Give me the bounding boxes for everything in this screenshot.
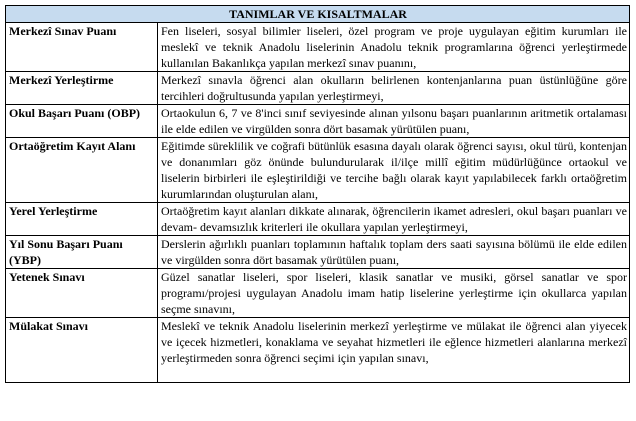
term-cell: Okul Başarı Puanı (OBP)	[6, 105, 158, 138]
definition-cell: Meslekî ve teknik Anadolu liselerinin merkezî yerleştirme ve mülakat ile öğrenci alan yiyecek ve içecek hizmetleri, konaklama ve seyahat hizmetleri ile eğlence hizmetleri alanlarına merkezî yerleştirmeden sonra öğrenci seçimi için yapılan sınavı,	[158, 318, 630, 383]
term-cell: Yetenek Sınavı	[6, 269, 158, 318]
term-cell: Merkezî Sınav Puanı	[6, 23, 158, 72]
table-row	[6, 236, 630, 269]
definition-cell: Ortaöğretim kayıt alanları dikkate alınarak, öğrencilerin ikamet adresleri, okul başarı puanları ve devam- devamsızlık kriterleri ile okullara yapılan yerleştirmeyi,	[158, 203, 630, 236]
term-cell: Merkezî Yerleştirme	[6, 72, 158, 105]
term-cell: Ortaöğretim Kayıt Alanı	[6, 138, 158, 203]
term-cell: Yıl Sonu Başarı Puanı (YBP)	[6, 236, 158, 269]
definition-cell: Merkezî sınavla öğrenci alan okulların belirlenen kontenjanlarına puan üstünlüğüne göre tercihleri doğrultusunda yapılan yerleştirmeyi,	[158, 72, 630, 105]
table-row	[6, 269, 630, 318]
definition-cell: Güzel sanatlar liseleri, spor liseleri, klasik sanatlar ve musiki, görsel sanatlar ve spor programı/projesi uygulayan Anadolu imam hatip liselerine yerleştirme için okullarca yapılan seçme sınavını,	[158, 269, 630, 318]
definition-cell: Eğitimde süreklilik ve coğrafi bütünlük esasına dayalı olarak öğrenci sayısı, okul türü, kontenjan ve donanımları göz önünde bulundurularak il/ilçe millî eğitim müdürlüğünce ortaokul ve liselerin birbirleri ile eşleştirildiği ve tercihe bağlı olarak kayıt yapılabilecek farklı ortaöğretim kurumlarından oluşturulan alanı,	[158, 138, 630, 203]
table-row	[6, 72, 630, 105]
definitions-table	[5, 5, 630, 383]
table-row	[6, 318, 630, 383]
definition-cell: Ortaokulun 6, 7 ve 8'inci sınıf seviyesinde alınan yılsonu başarı puanlarının aritmetik ortalaması ile elde edilen ve virgülden sonra dört basamak yürütülen puanı,	[158, 105, 630, 138]
table-row	[6, 203, 630, 236]
definitions-page	[5, 5, 630, 383]
table-row	[6, 138, 630, 203]
table-row	[6, 105, 630, 138]
table-row	[6, 23, 630, 72]
table-title: TANIMLAR VE KISALTMALAR	[6, 6, 630, 23]
term-cell: Mülakat Sınavı	[6, 318, 158, 383]
term-cell: Yerel Yerleştirme	[6, 203, 158, 236]
definition-cell: Fen liseleri, sosyal bilimler liseleri, özel program ve proje uygulayan eğitim kurumları ile meslekî ve teknik Anadolu liselerinin Anadolu teknik programlarına öğrenci yerleştirmede kullanılan Bakanlıkça yapılan merkezî sınav puanını,	[158, 23, 630, 72]
definition-cell: Derslerin ağırlıklı puanları toplamının haftalık toplam ders saati sayısına bölümü ile elde edilen ve virgülden sonra dört basamak yürütülen puanı,	[158, 236, 630, 269]
